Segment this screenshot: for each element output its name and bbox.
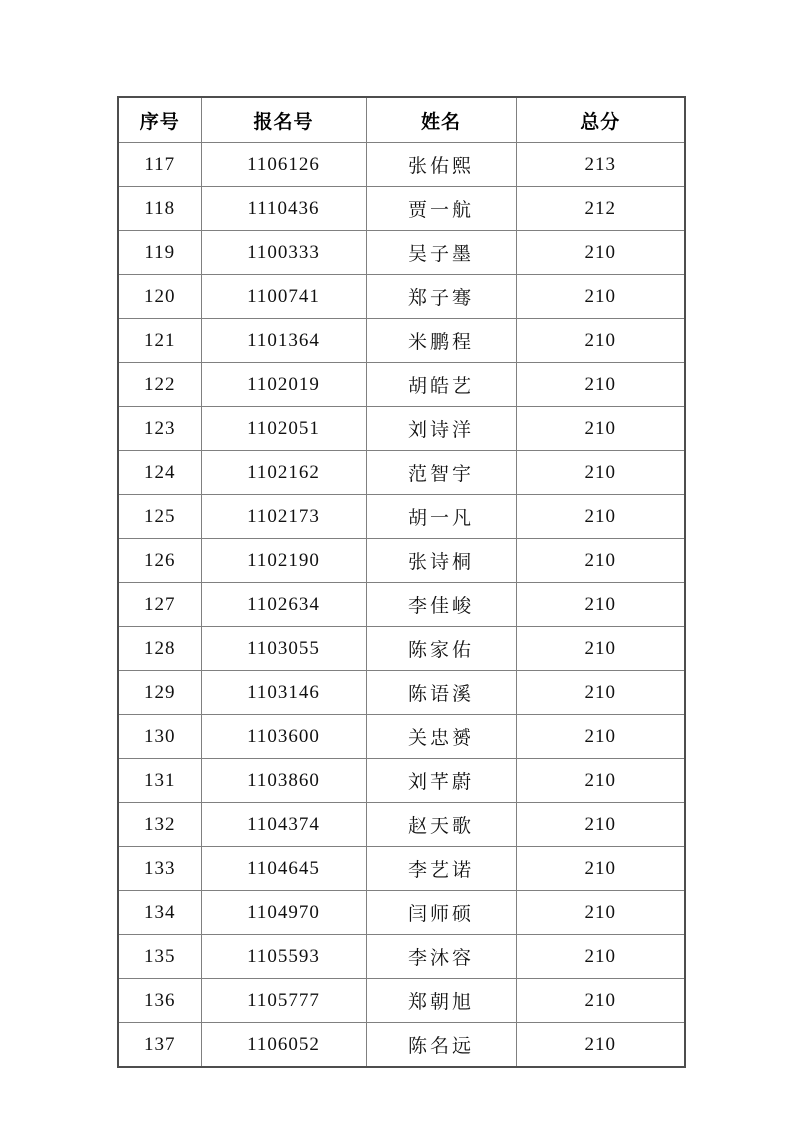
header-row [118, 97, 685, 143]
cell-name: 张佑熙 [366, 143, 516, 187]
cell-index: 120 [118, 275, 201, 319]
table-row [118, 671, 685, 715]
cell-index: 137 [118, 1023, 201, 1068]
cell-reg-no: 1105593 [201, 935, 366, 979]
cell-reg-no: 1103860 [201, 759, 366, 803]
cell-score: 210 [516, 451, 685, 495]
cell-score: 210 [516, 583, 685, 627]
cell-score: 213 [516, 143, 685, 187]
cell-index: 119 [118, 231, 201, 275]
cell-name: 陈家佑 [366, 627, 516, 671]
cell-reg-no: 1106052 [201, 1023, 366, 1068]
cell-score: 210 [516, 539, 685, 583]
cell-score: 210 [516, 495, 685, 539]
table-row [118, 363, 685, 407]
cell-score: 210 [516, 275, 685, 319]
cell-reg-no: 1102173 [201, 495, 366, 539]
cell-reg-no: 1103600 [201, 715, 366, 759]
cell-index: 130 [118, 715, 201, 759]
cell-name: 胡皓艺 [366, 363, 516, 407]
cell-name: 吴子墨 [366, 231, 516, 275]
cell-name: 李沐容 [366, 935, 516, 979]
score-table [117, 96, 686, 1068]
cell-index: 136 [118, 979, 201, 1023]
cell-name: 陈名远 [366, 1023, 516, 1068]
cell-name: 胡一凡 [366, 495, 516, 539]
table-row [118, 407, 685, 451]
cell-reg-no: 1102162 [201, 451, 366, 495]
cell-index: 117 [118, 143, 201, 187]
table-row [118, 231, 685, 275]
table-row [118, 451, 685, 495]
cell-score: 210 [516, 847, 685, 891]
table-row [118, 847, 685, 891]
cell-index: 121 [118, 319, 201, 363]
cell-index: 135 [118, 935, 201, 979]
table-row [118, 715, 685, 759]
cell-index: 127 [118, 583, 201, 627]
table-row [118, 803, 685, 847]
cell-score: 210 [516, 759, 685, 803]
cell-name: 刘诗洋 [366, 407, 516, 451]
cell-score: 212 [516, 187, 685, 231]
table-body [118, 143, 685, 1068]
cell-index: 126 [118, 539, 201, 583]
cell-name: 陈语溪 [366, 671, 516, 715]
cell-score: 210 [516, 363, 685, 407]
cell-name: 闫师硕 [366, 891, 516, 935]
cell-reg-no: 1104374 [201, 803, 366, 847]
cell-name: 关忠赟 [366, 715, 516, 759]
table-row [118, 187, 685, 231]
cell-score: 210 [516, 407, 685, 451]
cell-score: 210 [516, 935, 685, 979]
cell-score: 210 [516, 231, 685, 275]
cell-index: 124 [118, 451, 201, 495]
table-row [118, 539, 685, 583]
table-row [118, 319, 685, 363]
cell-reg-no: 1103146 [201, 671, 366, 715]
cell-score: 210 [516, 715, 685, 759]
cell-reg-no: 1100333 [201, 231, 366, 275]
cell-name: 赵天歌 [366, 803, 516, 847]
table-row [118, 143, 685, 187]
cell-name: 米鹏程 [366, 319, 516, 363]
table-row [118, 627, 685, 671]
cell-name: 范智宇 [366, 451, 516, 495]
cell-index: 134 [118, 891, 201, 935]
cell-name: 李佳峻 [366, 583, 516, 627]
cell-index: 132 [118, 803, 201, 847]
cell-name: 郑子骞 [366, 275, 516, 319]
cell-reg-no: 1102019 [201, 363, 366, 407]
cell-score: 210 [516, 891, 685, 935]
cell-name: 李艺诺 [366, 847, 516, 891]
cell-index: 131 [118, 759, 201, 803]
cell-reg-no: 1106126 [201, 143, 366, 187]
cell-reg-no: 1103055 [201, 627, 366, 671]
table-row [118, 891, 685, 935]
cell-reg-no: 1104645 [201, 847, 366, 891]
header-score: 总分 [516, 97, 685, 143]
cell-reg-no: 1110436 [201, 187, 366, 231]
cell-score: 210 [516, 803, 685, 847]
cell-index: 125 [118, 495, 201, 539]
cell-score: 210 [516, 1023, 685, 1068]
cell-name: 张诗桐 [366, 539, 516, 583]
cell-name: 郑朝旭 [366, 979, 516, 1023]
cell-index: 118 [118, 187, 201, 231]
table-row [118, 583, 685, 627]
cell-reg-no: 1104970 [201, 891, 366, 935]
cell-score: 210 [516, 671, 685, 715]
cell-name: 贾一航 [366, 187, 516, 231]
table-row [118, 935, 685, 979]
cell-index: 123 [118, 407, 201, 451]
cell-reg-no: 1100741 [201, 275, 366, 319]
cell-index: 129 [118, 671, 201, 715]
cell-score: 210 [516, 319, 685, 363]
cell-reg-no: 1102051 [201, 407, 366, 451]
header-reg-no: 报名号 [201, 97, 366, 143]
cell-score: 210 [516, 627, 685, 671]
header-index: 序号 [118, 97, 201, 143]
cell-index: 128 [118, 627, 201, 671]
cell-reg-no: 1102634 [201, 583, 366, 627]
cell-reg-no: 1102190 [201, 539, 366, 583]
cell-index: 133 [118, 847, 201, 891]
table-row [118, 1023, 685, 1068]
header-name: 姓名 [366, 97, 516, 143]
table-row [118, 759, 685, 803]
table-row [118, 495, 685, 539]
table-row [118, 979, 685, 1023]
cell-reg-no: 1101364 [201, 319, 366, 363]
table-row [118, 275, 685, 319]
cell-reg-no: 1105777 [201, 979, 366, 1023]
cell-score: 210 [516, 979, 685, 1023]
cell-name: 刘芊蔚 [366, 759, 516, 803]
cell-index: 122 [118, 363, 201, 407]
